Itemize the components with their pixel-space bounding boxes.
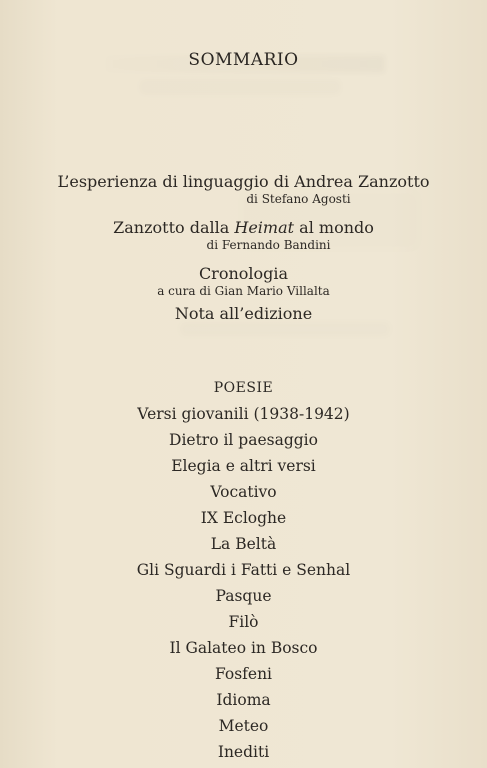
toc-entry-title-em: Heimat: [234, 218, 295, 237]
toc-entry-nota[interactable]: [0, 304, 487, 324]
toc-entry-author: di Stefano Agosti: [246, 192, 351, 206]
poem-list-item[interactable]: Idioma: [216, 691, 271, 709]
page-title: SOMMARIO: [188, 50, 299, 70]
toc-entry-title: [0, 218, 487, 238]
poem-list-item[interactable]: Il Galateo in Bosco: [169, 639, 318, 657]
show-through-shadow-4: [180, 322, 390, 336]
show-through-shadow-2: [140, 80, 340, 94]
toc-entry-title-post: al mondo: [294, 218, 374, 237]
toc-entry-title: Cronologia: [198, 264, 289, 283]
poem-list-item[interactable]: Fosfeni: [214, 665, 273, 683]
poem-list-item[interactable]: La Beltà: [210, 535, 277, 553]
poem-list-item[interactable]: Inediti: [217, 743, 270, 761]
toc-entry-bandini[interactable]: [0, 218, 487, 252]
poem-list-item[interactable]: IX Ecloghe: [200, 509, 287, 527]
toc-entry-title-pre: Zanzotto dalla: [113, 218, 235, 237]
toc-entry-title: L’esperienza di linguaggio di Andrea Zanzotto: [57, 172, 430, 191]
poem-list-item[interactable]: Elegia e altri versi: [171, 457, 316, 475]
poem-list-item[interactable]: Filò: [228, 613, 259, 631]
toc-entry-title: Nota all’edizione: [174, 304, 313, 323]
poem-list-item[interactable]: Pasque: [215, 587, 272, 605]
toc-entry-agosti[interactable]: [0, 172, 487, 206]
poem-list-item[interactable]: Meteo: [218, 717, 269, 735]
poem-list-item[interactable]: Dietro il paesaggio: [169, 431, 318, 449]
toc-entry-cronologia[interactable]: [0, 264, 487, 298]
section-heading-poesie: POESIE: [213, 380, 274, 396]
toc-entry-author: di Fernando Bandini: [206, 238, 331, 252]
poem-list-item[interactable]: Vocativo: [210, 483, 277, 501]
poem-list-item[interactable]: Versi giovanili (1938-1942): [137, 405, 350, 423]
toc-entry-author: a cura di Gian Mario Villalta: [157, 284, 330, 298]
poem-list-item[interactable]: Gli Sguardi i Fatti e Senhal: [136, 561, 351, 579]
